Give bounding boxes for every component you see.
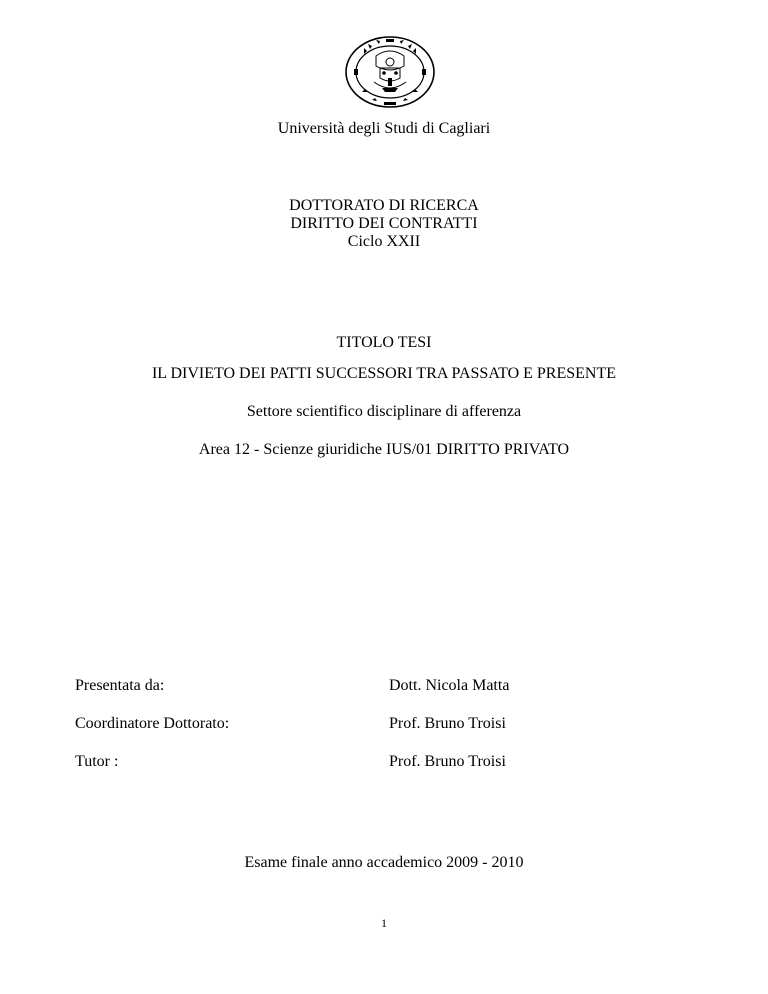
program-cycle: Ciclo XXII: [347, 233, 421, 250]
thesis-title: IL DIVIETO DEI PATTI SUCCESSORI TRA PASSATO E PRESENTE: [151, 365, 617, 382]
tutor-label: Tutor :: [75, 753, 119, 770]
presenter-value: Dott. Nicola Matta: [389, 677, 510, 694]
page-number: 1: [381, 916, 387, 930]
exam-year: Esame finale anno accademico 2009 - 2010: [244, 854, 524, 871]
university-seal-icon: [344, 36, 436, 108]
tutor-value: Prof. Bruno Troisi: [389, 753, 506, 770]
program-title: DOTTORATO DI RICERCA: [289, 197, 479, 214]
sector-value: Area 12 - Scienze giuridiche IUS/01 DIRITTO PRIVATO: [198, 441, 570, 458]
program-subject: DIRITTO DEI CONTRATTI: [290, 215, 478, 232]
presenter-label: Presentata da:: [75, 677, 165, 694]
coordinator-label: Coordinatore Dottorato:: [75, 715, 230, 732]
university-name: Università degli Studi di Cagliari: [277, 120, 491, 137]
thesis-heading: TITOLO TESI: [336, 334, 432, 351]
sector-label: Settore scientifico disciplinare di afferenza: [246, 403, 522, 420]
coordinator-value: Prof. Bruno Troisi: [389, 715, 506, 732]
